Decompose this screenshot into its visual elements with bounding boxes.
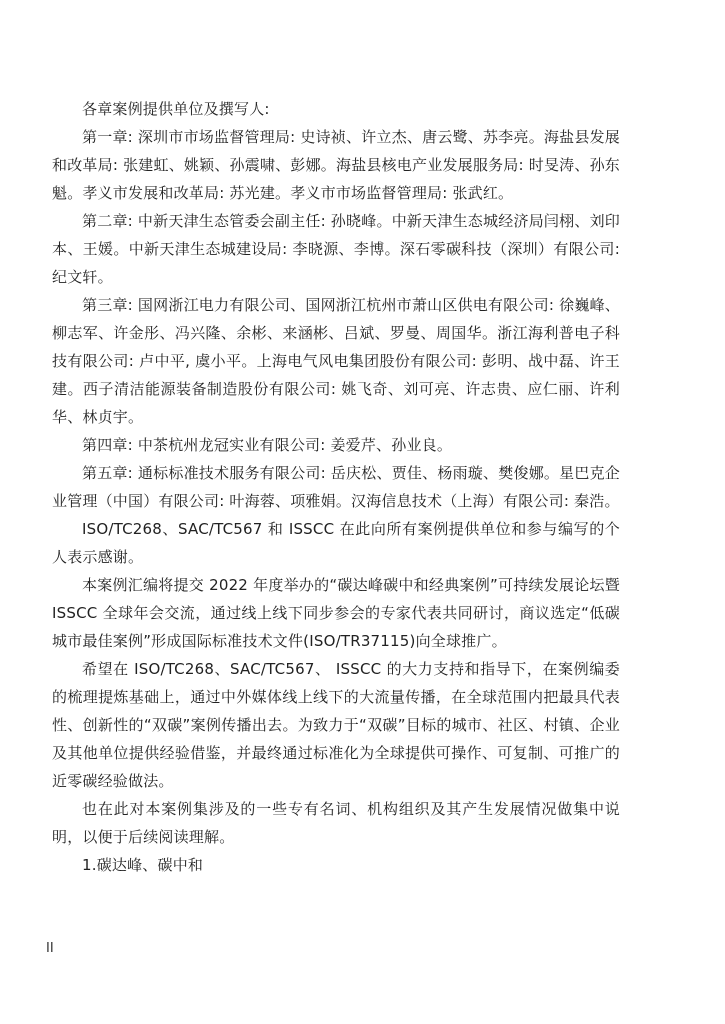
section-heading: 1.碳达峰、碳中和 (82, 856, 204, 874)
chapter-2-contributors: 第二章: 中新天津生态管委会副主任: 孙晓峰。中新天津生态城经济局闫栩、刘印本、王媛。中新天津生态城建设局: 李晓源、李博。深石零碳科技（深圳）有限公司: 纪文轩。 (52, 212, 620, 286)
explanation-paragraph: 也在此对本案例集涉及的一些专有名词、机构组织及其产生发展情况做集中说明，以便于后续阅读理解。 (52, 800, 620, 846)
acknowledgement-paragraph: ISO/TC268、SAC/TC567 和 ISSCC 在此向所有案例提供单位和参与编写的个人表示感谢。 (52, 520, 620, 566)
document-body (52, 95, 620, 879)
page-number: II (46, 941, 54, 956)
contributors-heading: 各章案例提供单位及撰写人: (82, 100, 270, 118)
chapter-4-contributors: 第四章: 中茶杭州龙冠实业有限公司: 姜爱芹、孙业良。 (82, 436, 453, 454)
chapter-1-contributors: 第一章: 深圳市市场监督管理局: 史诗祯、许立杰、唐云鹭、苏李亮。海盐县发展和改革局: 张建虹、姚颖、孙震啸、彭娜。海盐县核电产业发展服务局: 时旻涛、孙东魁。孝义市发展和改革局: 苏光建。孝义市市场监督管理局: 张武红。 (52, 128, 620, 202)
hope-paragraph: 希望在 ISO/TC268、SAC/TC567、 ISSCC 的大力支持和指导下，在案例编委的梳理提炼基础上，通过中外媒体线上线下的大流量传播，在全球范围内把最具代表性、创新性的“双碳”案例传播出去。为致力于“双碳”目标的城市、社区、村镇、企业及其他单位提供经验借鉴，并最终通过标准化为全球提供可操作、可复制、可推广的近零碳经验做法。 (52, 660, 620, 790)
chapter-5-contributors: 第五章: 通标标准技术服务有限公司: 岳庆松、贾佳、杨雨璇、樊俊娜。星巴克企业管理（中国）有限公司: 叶海蓉、项雅娟。汉海信息技术（上海）有限公司: 秦浩。 (52, 464, 620, 510)
submission-paragraph: 本案例汇编将提交 2022 年度举办的“碳达峰碳中和经典案例”可持续发展论坛暨 ISSCC 全球年会交流，通过线上线下同步参会的专家代表共同研讨，商议选定“低碳城市最佳案例”形成国际标准技术文件(ISO/TR37115)向全球推广。 (52, 576, 620, 650)
chapter-3-contributors: 第三章: 国网浙江电力有限公司、国网浙江杭州市萧山区供电有限公司: 徐巍峰、柳志军、许金彤、冯兴隆、余彬、来涵彬、吕斌、罗曼、周国华。浙江海利普电子科技有限公司: 卢中平, 虞小平。上海电气风电集团股份有限公司: 彭明、战中磊、许王建。西子清洁能源装备制造股份有限公司: 姚飞奇、刘可亮、许志贵、应仁丽、许利华、林贞宇。 (52, 296, 620, 426)
